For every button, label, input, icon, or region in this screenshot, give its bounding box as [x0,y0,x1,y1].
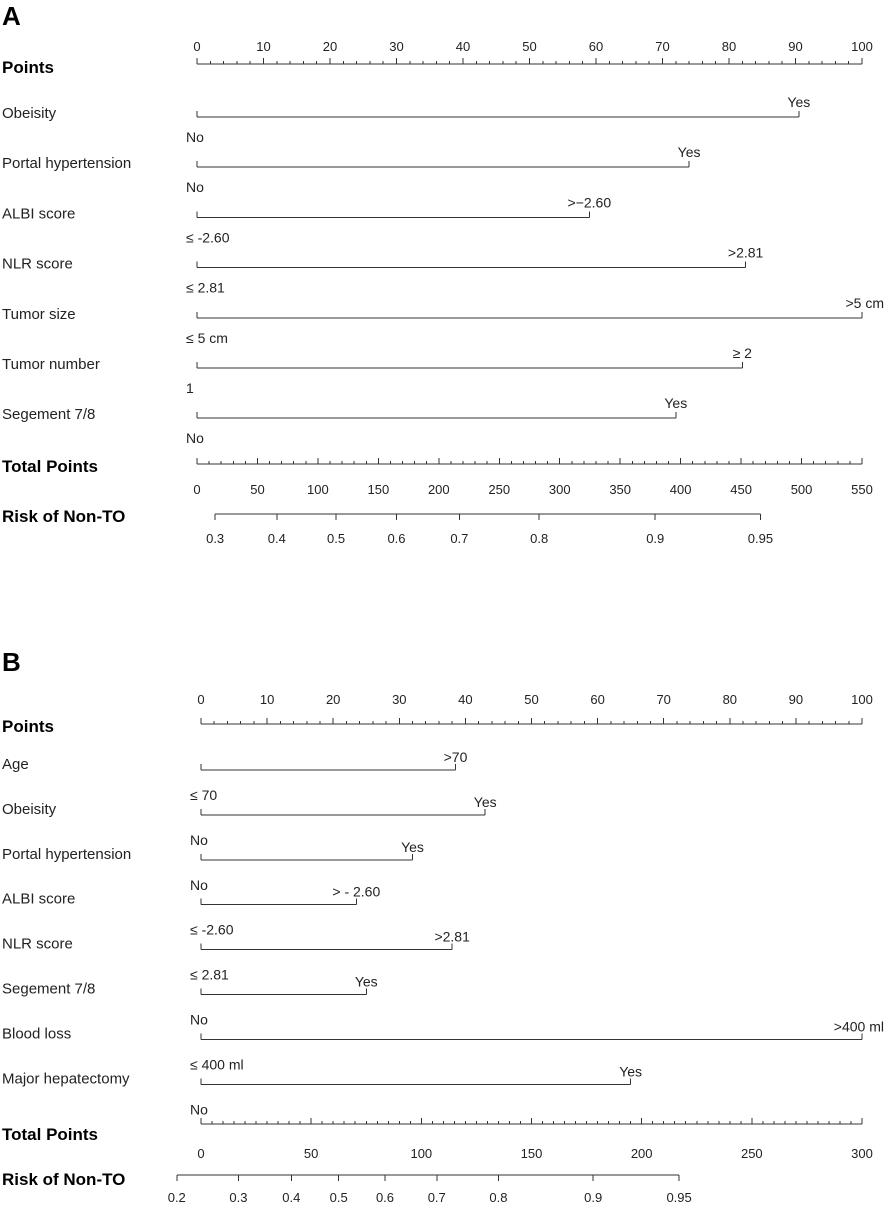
risk-tick-label: 0.95 [666,1190,692,1205]
variable-level-low-label: ≤ -2.60 [190,921,234,938]
total-points-tick-label: 350 [609,482,632,497]
variable-level-high-label: Yes [787,94,811,110]
variable-level-low-label: ≤ -2.60 [186,229,230,246]
variable-level-high-label: >2.81 [727,244,764,261]
variable-level-high-label: Yes [677,144,701,161]
variable-level-high-label: Yes [664,395,688,412]
total-points-axis-title: Total Points [2,457,99,476]
points-tick-label: 10 [256,39,271,54]
total-points-tick-label: 250 [488,482,511,497]
risk-tick-label: 0.3 [229,1190,248,1205]
variable-label: Tumor number [2,356,100,373]
risk-tick-label: 0.4 [282,1190,301,1205]
variable-level-high-label: >5 cm [845,294,884,311]
variable-label: Portal hypertension [2,155,132,173]
total-points-tick-label: 150 [367,482,390,497]
risk-tick-label: 0.2 [167,1190,186,1205]
variable-level-low-label: ≤ 400 ml [190,1056,244,1073]
total-points-tick-label: 50 [250,482,265,497]
points-tick-label: 90 [788,39,803,54]
total-points-tick-label: 200 [427,482,450,497]
points-tick-label: 70 [655,39,670,54]
variable-level-high-label: Yes [354,973,378,990]
risk-tick-label: 0.7 [427,1190,446,1205]
variable-label: Blood loss [2,1025,72,1043]
panel-b [2,647,884,1205]
variable-label: ALBI score [2,890,76,908]
risk-tick-label: 0.5 [329,1190,348,1205]
risk-tick-label: 0.7 [450,531,469,546]
points-tick-label: 30 [389,39,404,54]
risk-tick-label: 0.9 [584,1190,603,1205]
total-points-tick-label: 200 [630,1146,653,1161]
total-points-tick-label: 150 [520,1146,543,1161]
risk-tick-label: 0.5 [327,531,346,546]
variable-level-low-label: ≤ 2.81 [186,279,225,296]
variable-label: Obeisity [2,800,57,818]
variable-label: ALBI score [2,205,76,223]
variable-level-high-label: >2.81 [434,928,470,945]
points-axis-title: Points [2,717,54,736]
total-points-tick-label: 0 [193,482,201,497]
variable-level-low-label: No [186,129,204,145]
total-points-tick-label: 300 [851,1146,873,1161]
panel-letter: B [2,647,21,677]
variable-level-low-label: ≤ 70 [190,787,218,803]
variable-label: Portal hypertension [2,845,132,863]
points-tick-label: 60 [590,692,605,707]
risk-tick-label: 0.8 [530,531,549,546]
total-points-tick-label: 100 [410,1146,433,1161]
variable-level-high-label: >400 ml [833,1018,884,1035]
variable-level-low-label: No [190,876,208,893]
total-points-tick-label: 300 [548,482,571,497]
points-tick-label: 0 [193,39,201,54]
variable-level-low-label: No [190,1011,208,1028]
points-tick-label: 80 [722,692,738,707]
risk-tick-label: 0.6 [387,531,406,546]
variable-label: NLR score [2,935,73,953]
variable-level-high-label: >70 [443,749,468,765]
total-points-tick-label: 550 [851,482,873,497]
variable-level-high-label: >−2.60 [567,194,612,211]
variable-label: Segement 7/8 [2,980,96,998]
risk-axis-title: Risk of Non-TO [2,507,126,526]
variable-level-low-label: No [186,430,204,447]
total-points-tick-label: 50 [303,1146,319,1161]
variable-level-low-label: No [190,831,208,848]
panel-letter: A [2,1,21,31]
points-tick-label: 50 [524,692,539,707]
points-tick-label: 30 [392,692,407,707]
total-points-tick-label: 500 [790,482,813,497]
points-tick-label: 40 [458,692,473,707]
variable-label: NLR score [2,255,73,273]
variable-label: Obeisity [2,105,57,122]
points-tick-label: 100 [851,692,873,707]
points-tick-label: 20 [325,692,341,707]
risk-tick-label: 0.9 [646,531,665,546]
points-tick-label: 0 [197,692,205,707]
points-axis-title: Points [2,58,54,77]
variable-level-high-label: Yes [401,838,424,855]
risk-tick-label: 0.8 [489,1190,508,1205]
variable-level-low-label: 1 [186,380,194,396]
panel-a [2,1,884,546]
variable-label: Tumor size [2,305,76,323]
variable-level-high-label: Yes [473,793,497,810]
variable-level-low-label: ≤ 2.81 [190,966,229,983]
variable-level-high-label: > - 2.60 [332,883,381,900]
total-points-axis-title: Total Points [2,1125,99,1144]
variable-level-low-label: ≤ 5 cm [186,329,228,346]
variable-label: Age [2,756,29,773]
points-tick-label: 70 [656,692,671,707]
risk-tick-label: 0.6 [375,1190,395,1205]
points-tick-label: 90 [788,692,804,707]
points-tick-label: 10 [259,692,275,707]
total-points-tick-label: 100 [307,482,329,497]
risk-tick-label: 0.95 [747,531,774,546]
variable-level-low-label: No [190,1101,208,1118]
variable-label: Segement 7/8 [2,406,96,424]
points-tick-label: 50 [522,39,537,54]
total-points-tick-label: 400 [669,482,692,497]
total-points-tick-label: 0 [197,1146,205,1161]
variable-level-high-label: ≥ 2 [732,345,752,361]
variable-label: Major hepatectomy [2,1070,130,1088]
variable-level-high-label: Yes [619,1063,643,1080]
points-tick-label: 40 [455,39,471,54]
points-tick-label: 80 [721,39,737,54]
points-tick-label: 100 [851,39,873,54]
risk-tick-label: 0.3 [206,531,225,546]
points-tick-label: 60 [588,39,604,54]
risk-axis-title: Risk of Non-TO [2,1170,126,1189]
points-tick-label: 20 [322,39,338,54]
variable-level-low-label: No [186,179,204,196]
risk-tick-label: 0.4 [267,531,286,546]
total-points-tick-label: 250 [740,1146,763,1161]
total-points-tick-label: 450 [730,482,752,497]
